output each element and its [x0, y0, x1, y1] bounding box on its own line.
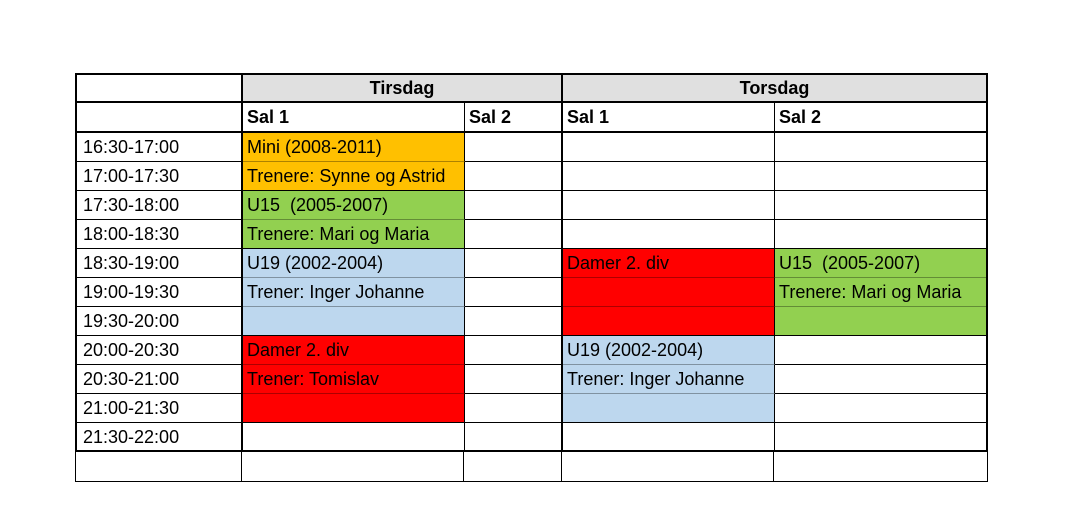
footer-cell — [464, 452, 562, 481]
schedule-cell — [243, 394, 465, 423]
schedule-cell: Damer 2. div — [563, 249, 775, 278]
schedule-cell — [563, 133, 775, 162]
time-label: 18:00-18:30 — [77, 220, 243, 249]
schedule-cell — [465, 133, 563, 162]
schedule-cell — [775, 394, 986, 423]
schedule-cell — [465, 278, 563, 307]
time-label: 17:30-18:00 — [77, 191, 243, 220]
schedule-cell — [243, 307, 465, 336]
schedule-cell — [563, 220, 775, 249]
schedule-cell — [775, 307, 986, 336]
day-header-tirsdag: Tirsdag — [243, 75, 563, 103]
room-header-blank — [77, 103, 243, 133]
schedule-cell — [563, 394, 775, 423]
schedule-cell: U15 (2005-2007) — [243, 191, 465, 220]
schedule-cell: Trenere: Mari og Maria — [775, 278, 986, 307]
time-label: 18:30-19:00 — [77, 249, 243, 278]
schedule-table — [75, 73, 988, 452]
schedule-cell — [243, 423, 465, 450]
time-label: 19:00-19:30 — [77, 278, 243, 307]
schedule-cell — [775, 220, 986, 249]
time-label: 21:30-22:00 — [77, 423, 243, 450]
schedule-cell — [465, 307, 563, 336]
schedule-cell — [563, 423, 775, 450]
schedule-cell — [775, 162, 986, 191]
schedule-cell: Trener: Inger Johanne — [563, 365, 775, 394]
schedule-cell: Trener: Tomislav — [243, 365, 465, 394]
schedule-cell — [563, 191, 775, 220]
schedule-cell — [465, 191, 563, 220]
schedule-cell — [563, 307, 775, 336]
time-label: 16:30-17:00 — [77, 133, 243, 162]
schedule-cell — [465, 394, 563, 423]
time-label: 17:00-17:30 — [77, 162, 243, 191]
schedule-cell: U19 (2002-2004) — [563, 336, 775, 365]
schedule-cell: Mini (2008-2011) — [243, 133, 465, 162]
schedule-cell — [465, 365, 563, 394]
day-header-torsdag: Torsdag — [563, 75, 986, 103]
room-header-torsdag-1: Sal 1 — [563, 103, 775, 133]
room-header-torsdag-2: Sal 2 — [775, 103, 986, 133]
footer-cell — [242, 452, 464, 481]
corner-cell — [77, 75, 243, 103]
schedule-cell — [775, 423, 986, 450]
schedule-cell: U19 (2002-2004) — [243, 249, 465, 278]
schedule-cell: Trenere: Synne og Astrid — [243, 162, 465, 191]
footer-row — [75, 452, 988, 482]
schedule-cell: U15 (2005-2007) — [775, 249, 986, 278]
schedule-cell — [775, 133, 986, 162]
schedule-cell — [563, 162, 775, 191]
schedule-cell — [465, 423, 563, 450]
footer-cell — [562, 452, 774, 481]
time-label: 19:30-20:00 — [77, 307, 243, 336]
schedule-cell — [775, 191, 986, 220]
schedule-cell — [775, 336, 986, 365]
schedule-cell — [465, 336, 563, 365]
footer-cell — [774, 452, 987, 481]
schedule-cell: Trener: Inger Johanne — [243, 278, 465, 307]
time-label: 20:00-20:30 — [77, 336, 243, 365]
time-label: 21:00-21:30 — [77, 394, 243, 423]
schedule-cell — [563, 278, 775, 307]
schedule-cell: Damer 2. div — [243, 336, 465, 365]
schedule-cell — [465, 162, 563, 191]
footer-time-cell — [76, 452, 242, 481]
time-label: 20:30-21:00 — [77, 365, 243, 394]
schedule-cell — [465, 220, 563, 249]
schedule-cell — [465, 249, 563, 278]
room-header-tirsdag-2: Sal 2 — [465, 103, 563, 133]
schedule-cell — [775, 365, 986, 394]
schedule-cell: Trenere: Mari og Maria — [243, 220, 465, 249]
room-header-tirsdag-1: Sal 1 — [243, 103, 465, 133]
